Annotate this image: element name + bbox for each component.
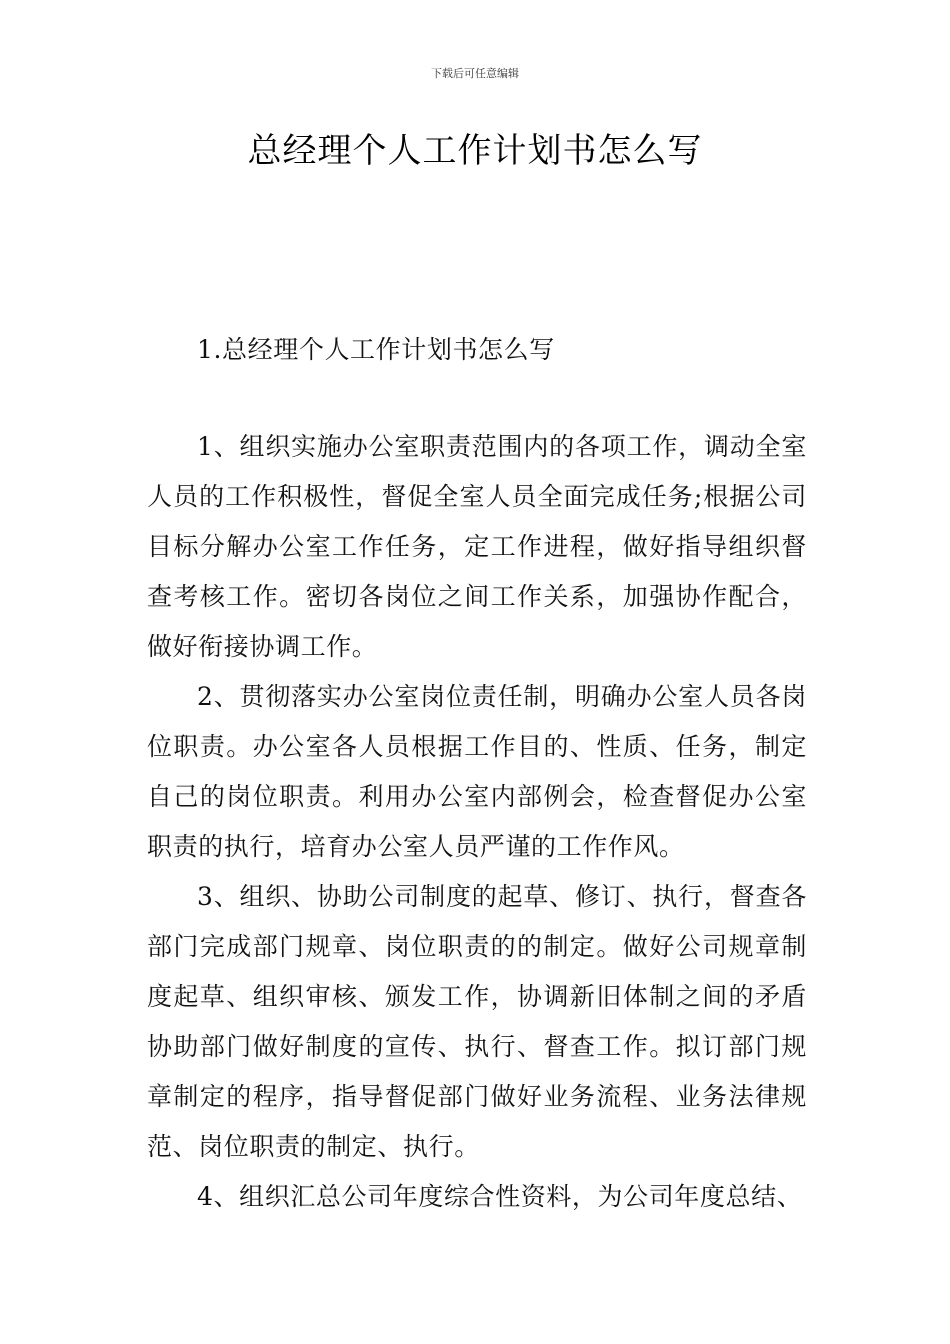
body-paragraphs: [147, 422, 807, 1222]
header-note: 下载后可任意编辑: [431, 67, 519, 80]
paragraph-1: 1、组织实施办公室职责范围内的各项工作，调动全室人员的工作积极性，督促全室人员全面完成任务;根据公司目标分解办公室工作任务，定工作进程，做好指导组织督查考核工作。密切各岗位之间工作关系，加强协作配合，做好衔接协调工作。: [147, 432, 807, 661]
section-heading: 1.总经理个人工作计划书怎么写: [197, 335, 555, 364]
paragraph-4: 4、组织汇总公司年度综合性资料，为公司年度总结、: [197, 1182, 803, 1211]
paragraph-2: 2、贯彻落实办公室岗位责任制，明确办公室人员各岗位职责。办公室各人员根据工作目的、性质、任务，制定自己的岗位职责。利用办公室内部例会，检查督促办公室职责的执行，培育办公室人员严谨的工作作风。: [147, 682, 807, 861]
document-title: 总经理个人工作计划书怎么写: [247, 131, 703, 171]
paragraph-3: 3、组织、协助公司制度的起草、修订、执行，督查各部门完成部门规章、岗位职责的的制定。做好公司规章制度起草、组织审核、颁发工作，协调新旧体制之间的矛盾协助部门做好制度的宣传、执行、督查工作。拟订部门规章制定的程序，指导督促部门做好业务流程、业务法律规范、岗位职责的制定、执行。: [147, 882, 807, 1161]
